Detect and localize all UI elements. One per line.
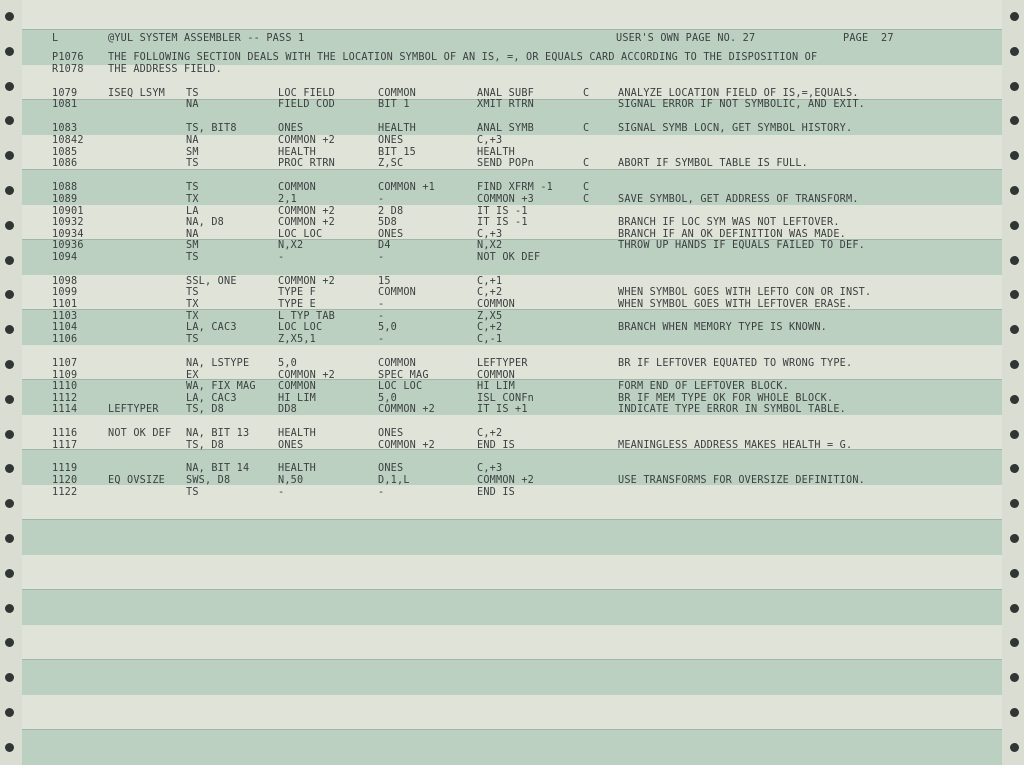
tractor-hole [1010,221,1019,230]
listing-addr: COMMON +2 [278,217,336,228]
tractor-hole [1010,186,1019,195]
listing-comment: WHEN SYMBOL GOES WITH LEFTOVER ERASE. [618,299,853,310]
header-page: PAGE 27 [843,33,894,44]
tractor-hole [5,47,14,56]
listing-num: 1098 [52,276,78,287]
listing-c6: N,X2 [477,240,503,251]
listing-c5: SPEC MAG [378,370,429,381]
listing-num: 1109 [52,370,78,381]
listing-addr: L TYP TAB [278,311,336,322]
listing-comment: BRANCH IF AN OK DEFINITION WAS MADE. [618,229,847,240]
listing-loc: ISEQ LSYM [108,88,166,99]
listing-addr: LOC LOC [278,229,323,240]
listing-c6: IT IS -1 [477,217,528,228]
tractor-hole [5,325,14,334]
listing-c5: 15 [378,276,391,287]
tractor-hole [5,430,14,439]
listing-op: NA, D8 [186,217,225,228]
listing-c6: C,+3 [477,229,503,240]
tractor-hole [1010,47,1019,56]
listing-op: LA, CAC3 [186,322,237,333]
listing-c5: - [378,194,385,205]
listing-comment: INDICATE TYPE ERROR IN SYMBOL TABLE. [618,404,847,415]
listing-addr: - [278,487,285,498]
listing-c5: 5,0 [378,322,398,333]
listing-comment: MEANINGLESS ADDRESS MAKES HEALTH = G. [618,440,853,451]
listing-op: NA, BIT 14 [186,463,250,474]
listing-op: TX [186,299,199,310]
tractor-hole [5,569,14,578]
listing-op: TS [186,88,199,99]
tractor-hole [1010,499,1019,508]
listing-c5: COMMON +1 [378,182,436,193]
listing-num: 1112 [52,393,78,404]
listing-num: 10932 [52,217,84,228]
tractor-hole [1010,116,1019,125]
listing-num: 1089 [52,194,78,205]
tractor-hole [1010,290,1019,299]
listing-addr: HEALTH [278,463,317,474]
tractor-hole [1010,534,1019,543]
listing-c6: ISL CONFn [477,393,535,404]
listing-flag: C [583,123,590,134]
listing-loc: NOT OK DEF [108,428,172,439]
listing-c6: ANAL SYMB [477,123,535,134]
listing-op: SM [186,147,199,158]
listing-op: SWS, D8 [186,475,231,486]
tractor-hole [5,360,14,369]
tractor-hole [1010,743,1019,752]
listing-comment: ANALYZE LOCATION FIELD OF IS,=,EQUALS. [618,88,859,99]
header-left: L [52,33,59,44]
listing-c5: ONES [378,135,404,146]
listing-addr: 2,1 [278,194,298,205]
listing-op: NA, BIT 13 [186,428,250,439]
listing-c6: C,+2 [477,287,503,298]
listing-op: NA [186,135,199,146]
listing-c6: ANAL SUBF [477,88,535,99]
listing-c5: COMMON +2 [378,440,436,451]
listing-num: 1103 [52,311,78,322]
listing-num: 1117 [52,440,78,451]
header-user-page: USER'S OWN PAGE NO. 27 [616,33,756,44]
listing-num: 1079 [52,88,78,99]
listing-num: 10936 [52,240,84,251]
tractor-hole [1010,325,1019,334]
listing-addr: HI LIM [278,393,317,404]
listing-c6: FIND XFRM -1 [477,182,554,193]
listing-c5: COMMON [378,287,417,298]
tractor-hole [1010,395,1019,404]
tractor-hole [5,499,14,508]
listing-flag: C [583,182,590,193]
tractor-hole [5,604,14,613]
listing-op: WA, FIX MAG [186,381,256,392]
tractor-hole [5,221,14,230]
listing-comment: SAVE SYMBOL, GET ADDRESS OF TRANSFORM. [618,194,859,205]
listing-num: 1119 [52,463,78,474]
tractor-hole [5,290,14,299]
listing-c6: IT IS +1 [477,404,528,415]
listing-c6: C,-1 [477,334,503,345]
tractor-hole [5,534,14,543]
listing-addr: COMMON +2 [278,276,336,287]
tractor-hole [5,464,14,473]
listing-addr: Z,X5,1 [278,334,317,345]
listing-addr: LOC FIELD [278,88,336,99]
listing-c5: BIT 15 [378,147,417,158]
listing-c5: HEALTH [378,123,417,134]
listing-c6: XMIT RTRN [477,99,535,110]
remark-text: THE FOLLOWING SECTION DEALS WITH THE LOCATION SYMBOL OF AN IS, =, OR EQUALS CARD ACCORDING TO THE DISPOSITION OF [108,52,818,63]
listing-addr: TYPE E [278,299,317,310]
listing-num: 1085 [52,147,78,158]
listing-c5: Z,SC [378,158,404,169]
tractor-hole [5,116,14,125]
listing-text [22,0,1002,749]
listing-c5: - [378,252,385,263]
listing-comment: SIGNAL SYMB LOCN, GET SYMBOL HISTORY. [618,123,853,134]
listing-c5: COMMON [378,358,417,369]
listing-c5: ONES [378,229,404,240]
listing-c6: C,+3 [477,463,503,474]
listing-addr: 5,0 [278,358,298,369]
listing-addr: ONES [278,440,304,451]
listing-num: 10842 [52,135,84,146]
tractor-hole [1010,569,1019,578]
tractor-hole [5,395,14,404]
tractor-hole [1010,638,1019,647]
listing-c5: ONES [378,463,404,474]
listing-num: 1101 [52,299,78,310]
tractor-hole [1010,82,1019,91]
listing-loc: EQ OVSIZE [108,475,166,486]
listing-addr: N,50 [278,475,304,486]
listing-comment: FORM END OF LEFTOVER BLOCK. [618,381,790,392]
listing-c5: - [378,299,385,310]
tractor-hole [5,151,14,160]
listing-num: 1114 [52,404,78,415]
listing-comment: BR IF MEM TYPE OK FOR WHOLE BLOCK. [618,393,834,404]
listing-c5: BIT 1 [378,99,410,110]
listing-op: TS [186,182,199,193]
listing-c6: SEND POPn [477,158,535,169]
listing-op: NA [186,99,199,110]
listing-addr: ONES [278,123,304,134]
listing-num: 10934 [52,229,84,240]
listing-addr: HEALTH [278,428,317,439]
listing-op: TX [186,194,199,205]
listing-op: LA, CAC3 [186,393,237,404]
listing-op: TS [186,487,199,498]
listing-addr: TYPE F [278,287,317,298]
listing-comment: ABORT IF SYMBOL TABLE IS FULL. [618,158,809,169]
listing-c6: C,+2 [477,322,503,333]
listing-flag: C [583,158,590,169]
tractor-hole [1010,151,1019,160]
tractor-hole [1010,673,1019,682]
listing-loc: LEFTYPER [108,404,159,415]
tractor-hole [1010,12,1019,21]
listing-addr: - [278,252,285,263]
tractor-hole [5,186,14,195]
listing-c6: IT IS -1 [477,206,528,217]
tractor-hole [1010,360,1019,369]
tractor-hole [5,638,14,647]
listing-num: 10901 [52,206,84,217]
listing-c5: 2 D8 [378,206,404,217]
listing-comment: USE TRANSFORMS FOR OVERSIZE DEFINITION. [618,475,866,486]
tractor-hole [5,82,14,91]
remark-text: THE ADDRESS FIELD. [108,64,223,75]
listing-c6: NOT OK DEF [477,252,541,263]
listing-addr: COMMON [278,381,317,392]
listing-op: TS [186,334,199,345]
listing-c5: - [378,334,385,345]
listing-c6: C,+1 [477,276,503,287]
listing-c5: COMMON [378,88,417,99]
listing-c6: HEALTH [477,147,516,158]
listing-c6: COMMON +2 [477,475,535,486]
listing-c5: D4 [378,240,391,251]
listing-c6: C,+3 [477,135,503,146]
listing-c5: D,1,L [378,475,410,486]
tractor-hole [5,708,14,717]
tractor-hole [1010,708,1019,717]
listing-op: TX [186,311,199,322]
printout-sheet [22,0,1002,749]
tractor-hole [1010,256,1019,265]
tractor-hole [1010,604,1019,613]
listing-c5: ONES [378,428,404,439]
listing-comment: BRANCH IF LOC SYM WAS NOT LEFTOVER. [618,217,840,228]
listing-c6: COMMON [477,370,516,381]
listing-flag: C [583,194,590,205]
listing-flag: C [583,88,590,99]
listing-op: TS [186,287,199,298]
listing-num: 1094 [52,252,78,263]
listing-num: 1106 [52,334,78,345]
tractor-hole [5,256,14,265]
tractor-hole [1010,430,1019,439]
listing-op: TS [186,158,199,169]
tractor-hole [5,673,14,682]
header-title: @YUL SYSTEM ASSEMBLER -- PASS 1 [108,33,305,44]
listing-num: 1122 [52,487,78,498]
listing-num: 1088 [52,182,78,193]
listing-op: TS [186,252,199,263]
listing-addr: LOC LOC [278,322,323,333]
listing-addr: HEALTH [278,147,317,158]
listing-num: 1116 [52,428,78,439]
listing-comment: BR IF LEFTOVER EQUATED TO WRONG TYPE. [618,358,853,369]
listing-op: LA [186,206,199,217]
listing-num: 1120 [52,475,78,486]
listing-addr: N,X2 [278,240,304,251]
listing-op: TS, D8 [186,440,225,451]
tractor-hole [5,12,14,21]
listing-op: SSL, ONE [186,276,237,287]
listing-addr: COMMON [278,182,317,193]
listing-c6: LEFTYPER [477,358,528,369]
listing-c6: COMMON +3 [477,194,535,205]
listing-comment: WHEN SYMBOL GOES WITH LEFTO CON OR INST. [618,287,872,298]
tractor-hole [5,743,14,752]
listing-num: 1099 [52,287,78,298]
listing-num: 1104 [52,322,78,333]
listing-c5: 5,0 [378,393,398,404]
listing-comment: THROW UP HANDS IF EQUALS FAILED TO DEF. [618,240,866,251]
listing-addr: PROC RTRN [278,158,336,169]
listing-num: 1086 [52,158,78,169]
listing-c6: END IS [477,440,516,451]
listing-c6: C,+2 [477,428,503,439]
listing-op: TS, BIT8 [186,123,237,134]
listing-op: SM [186,240,199,251]
listing-comment: BRANCH WHEN MEMORY TYPE IS KNOWN. [618,322,828,333]
listing-op: EX [186,370,199,381]
remark-number: R1078 [52,64,84,75]
remark-number: P1076 [52,52,84,63]
listing-op: TS, D8 [186,404,225,415]
listing-addr: COMMON +2 [278,370,336,381]
listing-c5: LOC LOC [378,381,423,392]
listing-c5: 5D8 [378,217,398,228]
listing-addr: COMMON +2 [278,206,336,217]
listing-c6: Z,X5 [477,311,503,322]
listing-comment: SIGNAL ERROR IF NOT SYMBOLIC, AND EXIT. [618,99,866,110]
listing-num: 1081 [52,99,78,110]
listing-num: 1107 [52,358,78,369]
listing-c6: COMMON [477,299,516,310]
listing-num: 1110 [52,381,78,392]
listing-c5: - [378,311,385,322]
listing-addr: FIELD COD [278,99,336,110]
listing-num: 1083 [52,123,78,134]
listing-c6: HI LIM [477,381,516,392]
listing-c5: - [378,487,385,498]
listing-addr: COMMON +2 [278,135,336,146]
listing-addr: DD8 [278,404,298,415]
listing-c6: END IS [477,487,516,498]
listing-op: NA, LSTYPE [186,358,250,369]
listing-op: NA [186,229,199,240]
tractor-hole [1010,464,1019,473]
listing-c5: COMMON +2 [378,404,436,415]
